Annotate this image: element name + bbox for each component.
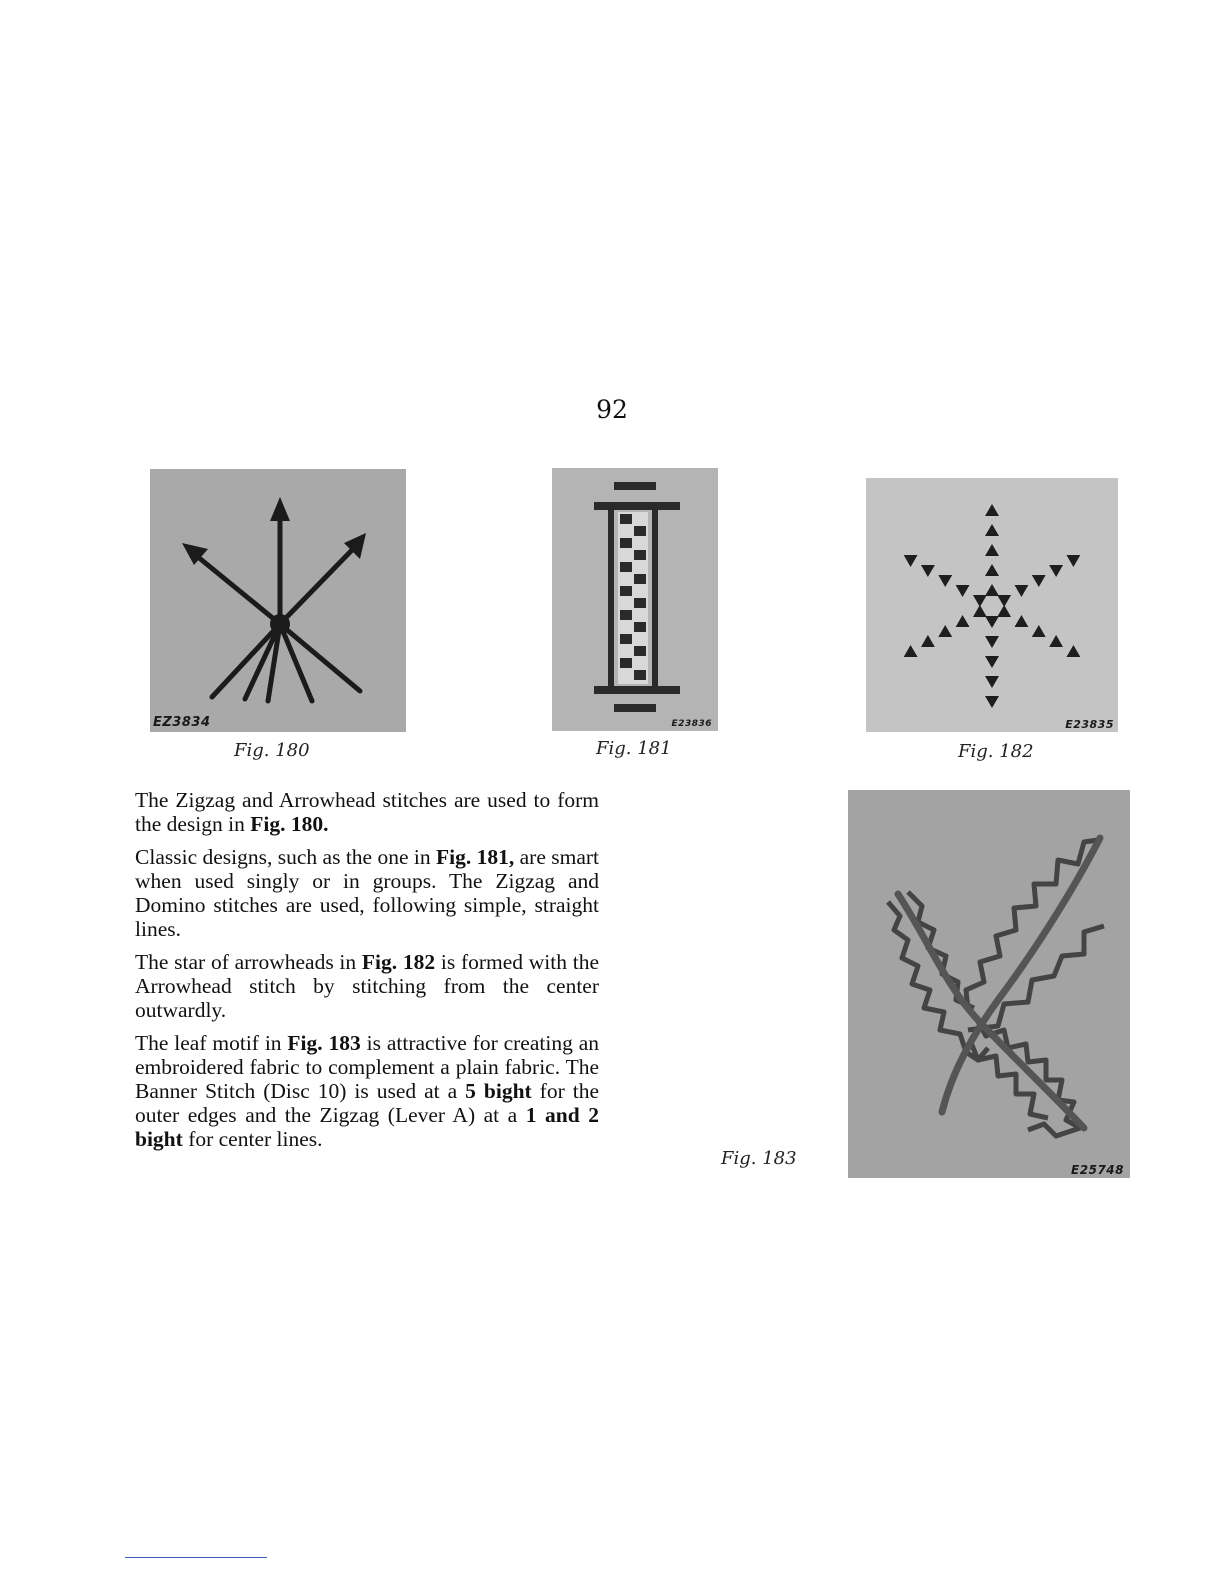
bight-setting: 1 and 2 bight [135,1103,599,1151]
leaf-motif-illustration [848,790,1130,1178]
footnote-rule [125,1557,267,1558]
figure-180-image [150,469,406,732]
figure-183-caption: Fig. 183 [721,1148,797,1169]
figure-reference: Fig. 181, [435,845,515,869]
column-design-illustration [552,468,718,731]
plate-code-183: E25748 [1071,1163,1124,1177]
figure-reference: Fig. 182 [361,950,436,974]
text-run: is formed with the Arrowhead stitch by stitching from the center outwardly. [135,950,599,1022]
figure-181-caption: Fig. 181 [596,738,672,759]
paragraph [135,950,599,1022]
figure-182-image [866,478,1118,732]
bight-setting: 5 bight [465,1079,532,1103]
arrow-burst-illustration [150,469,406,732]
figure-reference: Fig. 183 [287,1031,361,1055]
paragraph [135,788,599,836]
plate-code-182: E23835 [1065,718,1114,731]
plate-code-180: EZ3834 [153,715,211,730]
body-text [135,788,599,1160]
text-run: is attractive for creating an embroidered fabric to complement a plain fabric. The Banner Stitch (Disc 10) is used at a [135,1031,599,1103]
arrowhead-star-illustration [866,478,1118,732]
text-run: Classic designs, such as the one in [135,845,436,869]
text-run: for center lines. [182,1127,323,1151]
text-run: are smart when used singly or in groups. The Zigzag and Domino stitches are used, following simple, straight lines. [135,845,600,941]
figure-reference: Fig. 180. [250,812,329,836]
text-run: The Zigzag and Arrowhead stitches are used to form the design in [135,788,599,836]
paragraph [135,845,599,941]
figure-182-caption: Fig. 182 [958,741,1034,762]
text-run: The leaf motif in [135,1031,288,1055]
figure-183-image [848,790,1130,1178]
page-number: 92 [596,395,628,424]
paragraph [135,1031,599,1151]
text-run: for the outer edges and the Zigzag (Lever A) at a [135,1079,599,1127]
figure-180-caption: Fig. 180 [234,740,310,761]
figure-181-image [552,468,718,731]
plate-code-181: E23836 [671,719,712,729]
text-run: The star of arrowheads in [135,950,362,974]
